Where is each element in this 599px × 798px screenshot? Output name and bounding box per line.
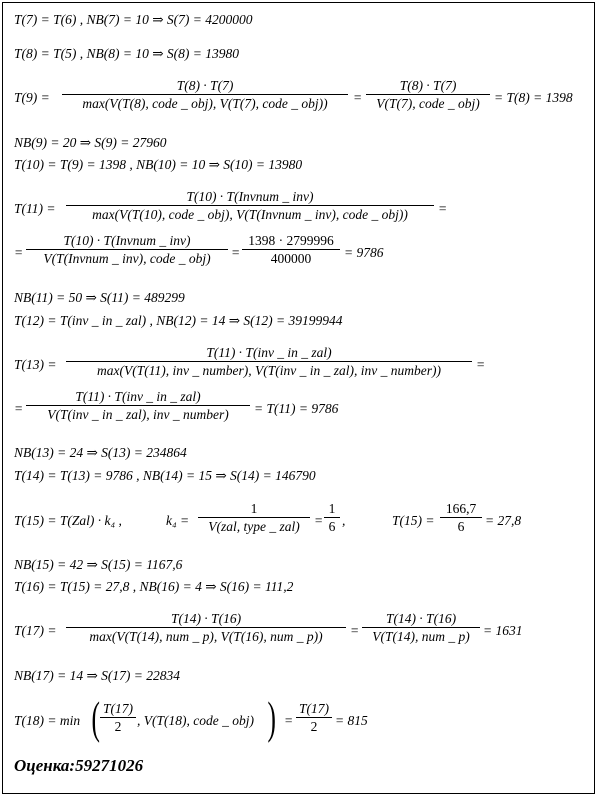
eq-t11b-result: = 9786 [344, 245, 384, 260]
line-nb17: NB(17) = 14 ⇒ S(17) = 22834 [14, 668, 181, 683]
eq-t18-frac1 [100, 701, 136, 735]
eq-t9-eq: = [353, 90, 363, 105]
eq-t11b-eq2: = [231, 245, 241, 260]
eq-t17-frac2-num: T(14) · T(16) [385, 611, 457, 626]
eq-t15-frac2-den: 6 [324, 517, 340, 535]
eq-t11b-frac1-num: T(10) · T(Invnum _ inv) [63, 233, 191, 248]
eq-t15-frac3-num: 166,7 [445, 501, 477, 516]
eq-t17-result: = 1631 [483, 623, 523, 638]
eq-t11-frac1-num: T(10) · T(Invnum _ inv) [186, 189, 314, 204]
line-t12: T(12) = T(inv _ in _ zal) , NB(12) = 14 ⇒ S(12) = 39199944 [14, 313, 343, 328]
eq-t15-k4: k₄ = [166, 513, 190, 528]
eq-t17-frac2-den: V(T(14), num _ p) [362, 627, 480, 645]
eq-t15-frac1-num: 1 [250, 501, 258, 516]
eq-t18-lhs: T(18) = min [14, 713, 81, 728]
eq-t9-frac1-den: max(V(T(8), code _ obj), V(T(7), code _ obj)) [62, 94, 348, 112]
eq-t15-frac2 [324, 501, 340, 535]
eq-t15-frac3-den: 6 [440, 517, 482, 535]
eq-t9-frac1 [62, 78, 348, 112]
eq-t18-frac2-num: T(17) [299, 701, 329, 716]
line-t16: T(16) = T(15) = 27,8 , NB(16) = 4 ⇒ S(16) = 111,2 [14, 579, 294, 594]
eq-t17-lhs: T(17) = [14, 623, 57, 638]
line-nb15: NB(15) = 42 ⇒ S(15) = 1167,6 [14, 557, 183, 572]
eq-t17-frac1-num: T(14) · T(16) [170, 611, 242, 626]
line-t8: T(8) = T(5) , NB(8) = 10 ⇒ S(8) = 13980 [14, 46, 239, 61]
eq-t15-frac3 [440, 501, 482, 535]
eq-t13b-result: = T(11) = 9786 [254, 401, 339, 416]
eq-t15-result-lhs: T(15) = [392, 513, 435, 528]
eq-t9-result: = T(8) = 1398 [494, 90, 573, 105]
eq-t15-lhs: T(15) = T(Zal) · k₄ , [14, 513, 122, 528]
eq-t18-frac2 [296, 701, 332, 735]
eq-t13b-frac1-num: T(11) · T(inv _ in _ zal) [75, 389, 201, 404]
line-t10: T(10) = T(9) = 1398 , NB(10) = 10 ⇒ S(10) = 13980 [14, 157, 303, 172]
eq-t18-left-paren: ( [91, 692, 100, 743]
eq-t15-eq: = [314, 513, 324, 528]
eq-t11b-frac1-den: V(T(Invnum _ inv), code _ obj) [26, 249, 228, 267]
eq-t13-frac1-num: T(11) · T(inv _ in _ zal) [206, 345, 332, 360]
eq-t17-frac1 [66, 611, 346, 645]
line-t7: T(7) = T(6) , NB(7) = 10 ⇒ S(7) = 4200000 [14, 12, 253, 27]
eq-t9-lhs: T(9) = [14, 90, 50, 105]
line-t14: T(14) = T(13) = 9786 , NB(14) = 15 ⇒ S(14) = 146790 [14, 468, 316, 483]
eq-t17-eq: = [350, 623, 360, 638]
eq-t13-eq: = [476, 357, 486, 372]
eq-t11b-frac2-den: 400000 [242, 249, 340, 267]
eq-t11-frac1 [66, 189, 434, 223]
eq-t15-result: = 27,8 [485, 513, 522, 528]
eq-t11b-frac2-num: 1398 · 2799996 [248, 233, 334, 248]
eq-t18-result: = 815 [335, 713, 368, 728]
eq-t15-frac1-den: V(zal, type _ zal) [198, 517, 310, 535]
line-nb9: NB(9) = 20 ⇒ S(9) = 27960 [14, 135, 167, 150]
eq-t15-frac1 [198, 501, 310, 535]
eq-t13b-eq: = [14, 401, 24, 416]
eq-t17-frac1-den: max(V(T(14), num _ p), V(T(16), num _ p)) [66, 627, 346, 645]
eq-t9-frac2 [366, 78, 490, 112]
eq-t11b-eq: = [14, 245, 24, 260]
eq-t18-mid: , V(T(18), code _ obj) [137, 713, 254, 728]
eq-t13-lhs: T(13) = [14, 357, 57, 372]
eq-t15-frac2-num: 1 [328, 501, 336, 516]
eq-t13-frac1-den: max(V(T(11), inv _ number), V(T(inv _ in _ zal), inv _ number)) [66, 361, 472, 379]
eq-t17-frac2 [362, 611, 480, 645]
line-nb13: NB(13) = 24 ⇒ S(13) = 234864 [14, 445, 187, 460]
eq-t9-frac2-den: V(T(7), code _ obj) [366, 94, 490, 112]
eq-t18-right-paren: ) [267, 692, 276, 743]
eq-t11-lhs: T(11) = [14, 201, 56, 216]
eq-t9-frac2-num: T(8) · T(7) [399, 78, 457, 93]
eq-t11b-frac2 [242, 233, 340, 267]
eq-t9-frac1-num: T(8) · T(7) [176, 78, 234, 93]
eq-t13b-frac1-den: V(T(inv _ in _ zal), inv _ number) [26, 405, 250, 423]
eq-t11b-frac1 [26, 233, 228, 267]
eq-t18-frac1-num: T(17) [103, 701, 133, 716]
eq-t18-frac2-den: 2 [296, 717, 332, 735]
score-label: Оценка:59271026 [14, 756, 144, 775]
eq-t18-frac1-den: 2 [100, 717, 136, 735]
eq-t13-frac1 [66, 345, 472, 379]
eq-t15-comma: , [342, 513, 346, 528]
line-nb11: NB(11) = 50 ⇒ S(11) = 489299 [14, 290, 185, 305]
eq-t18-eq: = [284, 713, 294, 728]
eq-t13b-frac1 [26, 389, 250, 423]
eq-t11-eq: = [438, 201, 448, 216]
eq-t11-frac1-den: max(V(T(10), code _ obj), V(T(Invnum _ inv), code _ obj)) [66, 205, 434, 223]
